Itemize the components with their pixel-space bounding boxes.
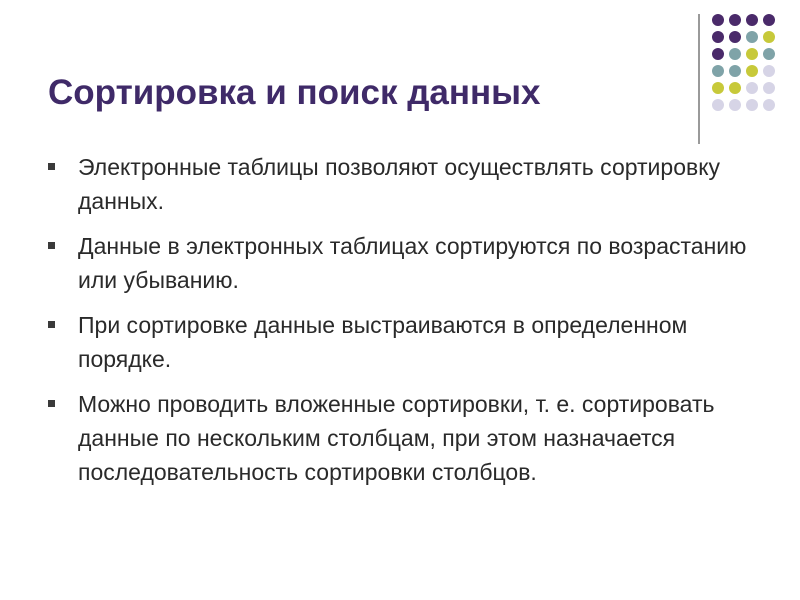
bullet-square-icon — [48, 242, 55, 249]
decorative-dot — [746, 14, 758, 26]
bullet-item — [48, 229, 748, 297]
decorative-dot — [712, 65, 724, 77]
decorative-dot — [763, 31, 775, 43]
decorative-dot — [712, 48, 724, 60]
bullet-item — [48, 150, 748, 218]
decorative-dot — [746, 65, 758, 77]
bullet-square-icon — [48, 163, 55, 170]
decorative-dot — [729, 31, 741, 43]
decorative-dot — [712, 14, 724, 26]
decorative-dot — [746, 82, 758, 94]
decorative-dot — [729, 14, 741, 26]
decorative-dot — [763, 82, 775, 94]
decorative-dot — [729, 99, 741, 111]
bullet-list — [48, 150, 748, 500]
bullet-item — [48, 387, 748, 489]
bullet-square-icon — [48, 321, 55, 328]
decorative-dot — [729, 48, 741, 60]
bullet-item — [48, 308, 748, 376]
decorative-dot — [763, 99, 775, 111]
decorative-dot — [729, 65, 741, 77]
bullet-text: Данные в электронных таблицах сортируются по возрастанию или убыванию. — [78, 233, 747, 293]
bullet-square-icon — [48, 400, 55, 407]
bullet-text: Электронные таблицы позволяют осуществлять сортировку данных. — [78, 154, 721, 214]
decorative-dot — [729, 82, 741, 94]
decorative-dot — [712, 99, 724, 111]
decorative-dot — [763, 14, 775, 26]
decorative-dot — [746, 48, 758, 60]
bullet-text: При сортировке данные выстраиваются в определенном порядке. — [78, 312, 688, 372]
slide-title: Сортировка и поиск данных — [48, 73, 541, 112]
decorative-vertical-line — [698, 14, 700, 144]
decorative-dot — [746, 31, 758, 43]
decorative-dot — [746, 99, 758, 111]
decorative-dot — [763, 48, 775, 60]
decorative-dot — [763, 65, 775, 77]
decorative-dot — [712, 82, 724, 94]
bullet-text: Можно проводить вложенные сортировки, т. е. сортировать данные по нескольким столбцам, при этом назначается последовательность сортировки столбцов. — [78, 391, 715, 485]
decorative-dot — [712, 31, 724, 43]
